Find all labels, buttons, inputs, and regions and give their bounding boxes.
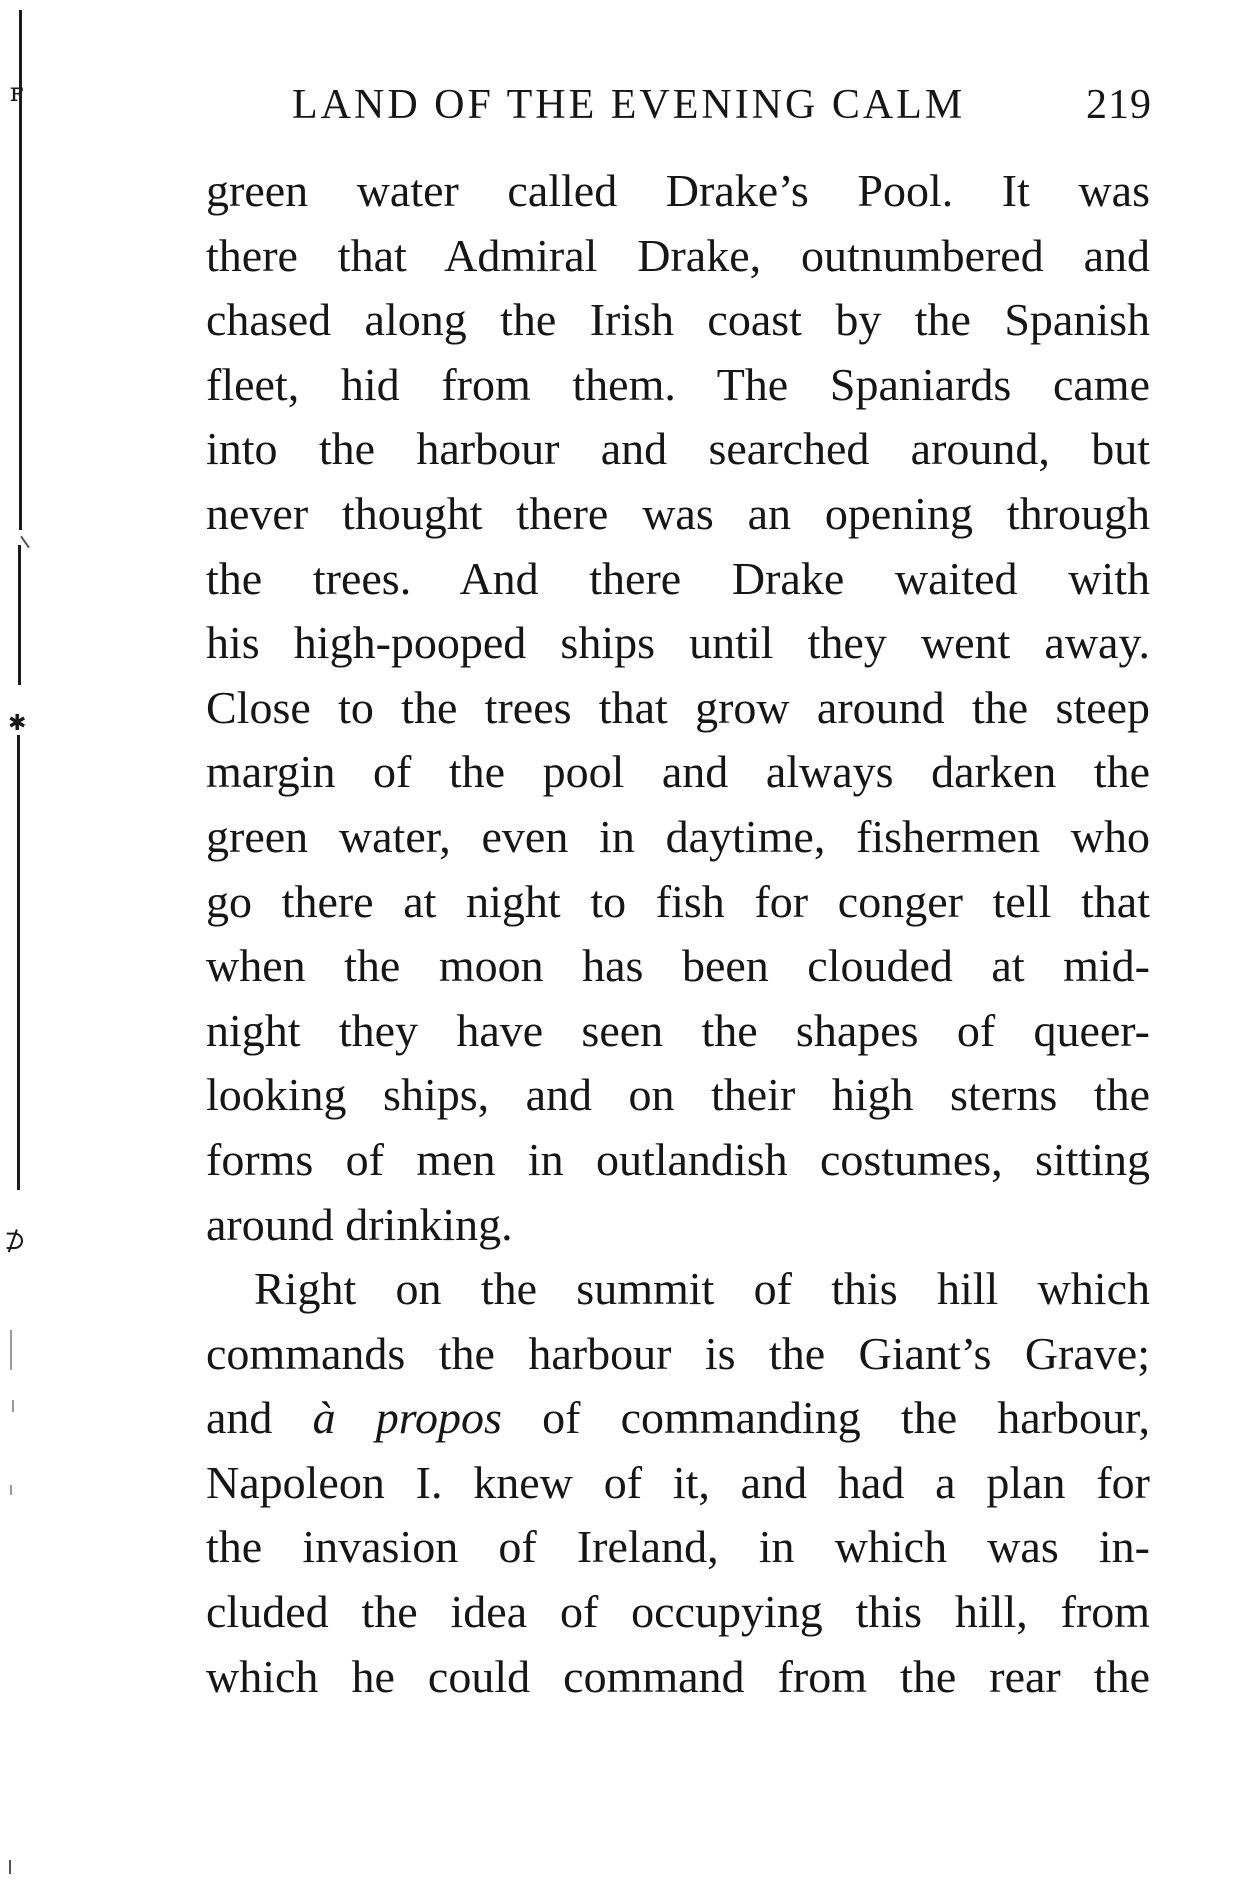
binding-mark-icon: ꜰ: [10, 78, 24, 107]
text-line-with-italic: [206, 1386, 1150, 1451]
text-line: when the moon has been clouded at mid-: [206, 940, 1150, 992]
text-line: the invasion of Ireland, in which was in-: [206, 1521, 1150, 1573]
text-line: the trees. And there Drake waited with: [206, 552, 1150, 604]
paragraph-1: [206, 159, 1150, 1257]
text-line: cluded the idea of occupying this hill, from: [206, 1586, 1150, 1638]
scan-speck: [12, 1400, 14, 1412]
text-line: never thought there was an opening through: [206, 487, 1150, 539]
text-line: go there at night to fish for conger tell that: [206, 875, 1150, 927]
text-line: Right on the summit of this hill which: [254, 1263, 1150, 1315]
binding-edge-line: [17, 735, 20, 1190]
binding-mark-icon: ✱: [8, 710, 27, 735]
text-line: forms of men in outlandish costumes, sitting: [206, 1133, 1150, 1185]
body-text: [206, 159, 1150, 1709]
text-line: around drinking.: [206, 1198, 513, 1250]
scan-speck: [10, 1330, 12, 1370]
scan-speck: [10, 1485, 12, 1495]
text-line: green water, even in daytime, fishermen who: [206, 810, 1150, 862]
text-line: there that Admiral Drake, outnumbered and: [206, 229, 1150, 281]
page-number: 219: [1086, 82, 1152, 128]
scan-speck: [20, 536, 30, 549]
text-line: commands the harbour is the Giant’s Grave;: [206, 1327, 1150, 1379]
paragraph-2: [206, 1257, 1150, 1709]
text-fragment: and: [206, 1392, 313, 1444]
text-fragment: of commanding the harbour,: [501, 1392, 1150, 1444]
scan-speck: [9, 1860, 11, 1874]
running-head: [292, 80, 1152, 130]
text-line: green water called Drake’s Pool. It was: [206, 165, 1150, 216]
text-line: into the harbour and searched around, but: [206, 423, 1150, 475]
text-line: Close to the trees that grow around the steep: [206, 681, 1150, 733]
text-line: night they have seen the shapes of queer-: [206, 1004, 1150, 1056]
text-line: which he could command from the rear the: [206, 1650, 1150, 1702]
italic-phrase: à propos: [312, 1392, 502, 1444]
text-line: Napoleon I. knew of it, and had a plan for: [206, 1456, 1150, 1508]
text-line: margin of the pool and always darken the: [206, 746, 1150, 798]
binding-mark-icon: ⊅: [4, 1226, 26, 1255]
running-head-title: LAND OF THE EVENING CALM: [292, 82, 966, 128]
text-line: his high-pooped ships until they went away.: [206, 617, 1150, 669]
text-line: fleet, hid from them. The Spaniards came: [206, 358, 1150, 410]
binding-edge-line: [18, 545, 21, 685]
text-line: chased along the Irish coast by the Spanish: [206, 294, 1150, 346]
text-line: looking ships, and on their high sterns the: [206, 1069, 1150, 1121]
